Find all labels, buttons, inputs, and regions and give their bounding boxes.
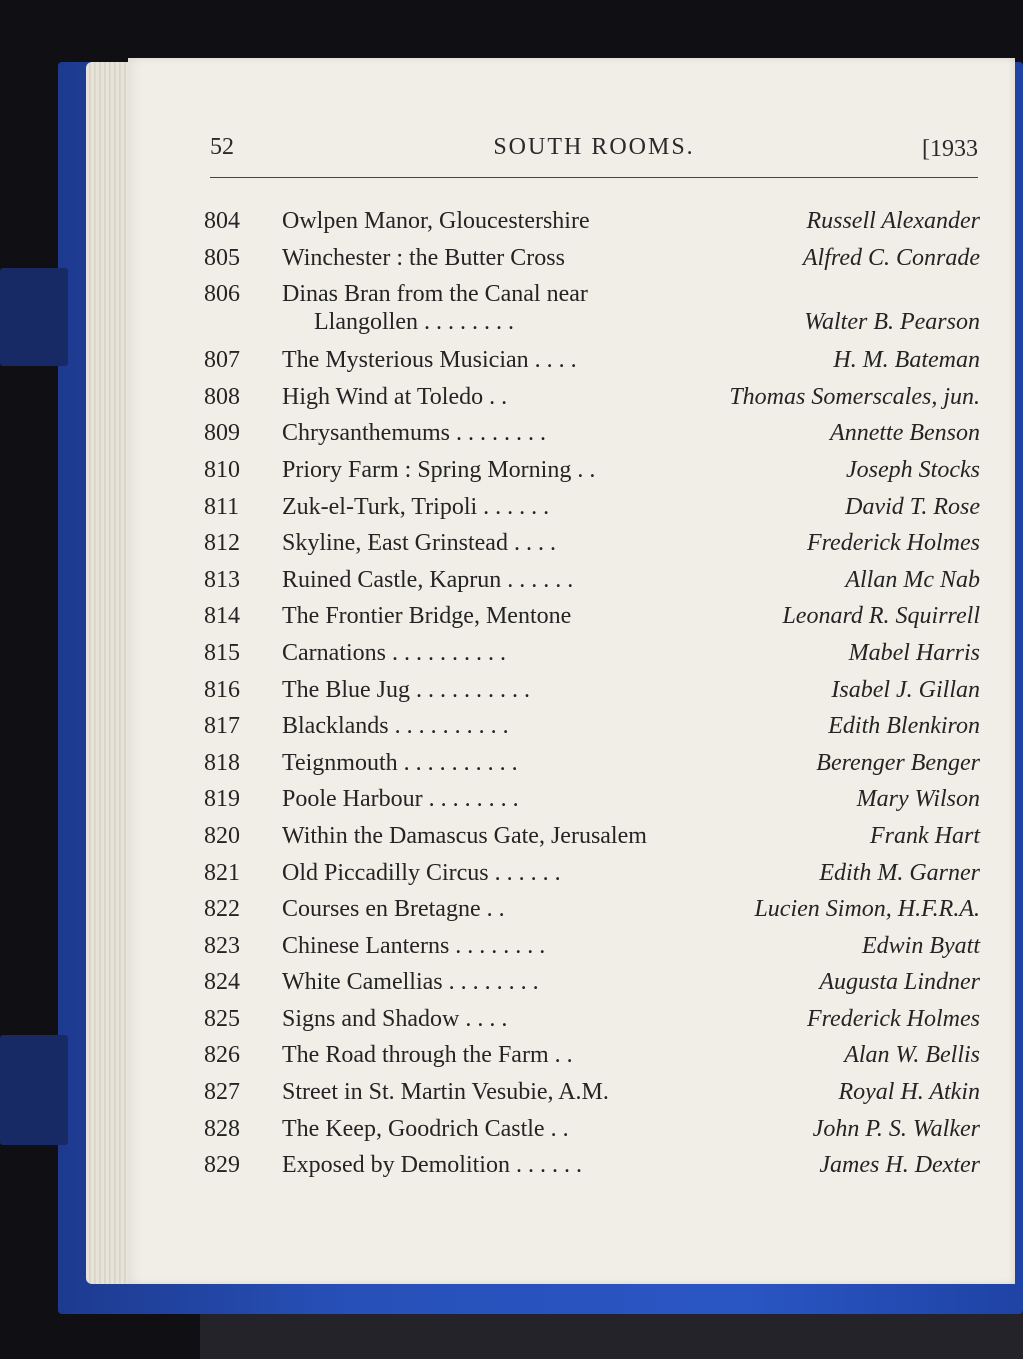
catalogue-entry bbox=[204, 276, 980, 342]
entry-number: 805 bbox=[204, 244, 240, 271]
entry-title: Ruined Castle, Kaprun . . . . . . bbox=[282, 566, 574, 593]
entry-artist: Mabel Harris bbox=[848, 639, 980, 666]
catalogue-entry bbox=[204, 1111, 980, 1148]
entry-artist: Berenger Benger bbox=[816, 749, 980, 776]
entry-title: Teignmouth . . . . . . . . . . bbox=[282, 749, 518, 776]
entry-number: 807 bbox=[204, 347, 240, 374]
catalogue-entry bbox=[204, 708, 980, 745]
entry-artist: Alan W. Bellis bbox=[844, 1042, 980, 1069]
entry-artist: Frederick Holmes bbox=[806, 1005, 980, 1032]
catalogue-entry bbox=[204, 891, 980, 928]
entry-artist: Annette Benson bbox=[830, 420, 980, 447]
entry-artist: Augusta Lindner bbox=[819, 969, 980, 996]
bookmark-ribbon-top bbox=[0, 268, 68, 366]
entry-number: 809 bbox=[204, 420, 240, 447]
entry-artist: John P. S. Walker bbox=[812, 1115, 980, 1142]
entry-title: The Road through the Farm . . bbox=[282, 1042, 573, 1069]
entry-title: Street in St. Martin Vesubie, A.M. bbox=[282, 1079, 609, 1106]
entry-title: Poole Harbour . . . . . . . . bbox=[282, 786, 519, 813]
catalogue-entry bbox=[204, 745, 980, 782]
entry-artist: Leonard R. Squirrell bbox=[782, 603, 980, 630]
bookmark-ribbon-bottom bbox=[0, 1035, 68, 1145]
catalogue-entry bbox=[204, 379, 980, 416]
entry-number: 814 bbox=[204, 603, 240, 630]
entry-number: 827 bbox=[204, 1079, 240, 1106]
entry-number: 812 bbox=[204, 530, 240, 557]
page-header bbox=[210, 134, 978, 174]
catalogue-entry bbox=[204, 203, 980, 240]
background-surface bbox=[200, 1312, 1023, 1359]
entry-number: 806 bbox=[204, 281, 240, 308]
catalogue-entry bbox=[204, 928, 980, 965]
entry-title: Signs and Shadow . . . . bbox=[282, 1005, 508, 1032]
catalogue-entry bbox=[204, 1074, 980, 1111]
entry-artist: James H. Dexter bbox=[819, 1152, 980, 1179]
entry-number: 813 bbox=[204, 566, 240, 593]
entry-artist: Edith M. Garner bbox=[819, 859, 980, 886]
catalogue-entry bbox=[204, 672, 980, 709]
catalogue-entry bbox=[204, 415, 980, 452]
entry-artist: H. M. Bateman bbox=[833, 347, 980, 374]
entry-artist: Allan Mc Nab bbox=[845, 566, 980, 593]
entry-title: Chrysanthemums . . . . . . . . bbox=[282, 420, 546, 447]
entry-title: The Mysterious Musician . . . . bbox=[282, 347, 577, 374]
entry-number: 804 bbox=[204, 208, 240, 234]
entry-title: Zuk-el-Turk, Tripoli . . . . . . bbox=[282, 493, 550, 520]
entry-artist: Russell Alexander bbox=[806, 208, 980, 234]
entry-number: 818 bbox=[204, 749, 240, 776]
entry-title: Courses en Bretagne . . bbox=[282, 896, 505, 923]
entry-title: The Keep, Goodrich Castle . . bbox=[282, 1115, 569, 1142]
entry-title: Carnations . . . . . . . . . . bbox=[282, 639, 506, 666]
entry-title: The Frontier Bridge, Mentone bbox=[282, 603, 572, 630]
entry-artist: Isabel J. Gillan bbox=[831, 676, 980, 703]
catalogue-entry bbox=[204, 598, 980, 635]
entry-artist: Walter B. Pearson bbox=[804, 309, 980, 336]
catalogue-list bbox=[204, 203, 980, 1184]
entry-artist: Alfred C. Conrade bbox=[802, 244, 980, 271]
entry-number: 824 bbox=[204, 969, 240, 996]
entry-title: Dinas Bran from the Canal near bbox=[282, 281, 588, 308]
entry-number: 817 bbox=[204, 713, 240, 740]
entry-number: 822 bbox=[204, 896, 240, 923]
entry-number: 829 bbox=[204, 1152, 240, 1179]
catalogue-entry bbox=[204, 1001, 980, 1038]
entry-artist: Thomas Somerscales, jun. bbox=[729, 383, 980, 410]
entry-artist: Edwin Byatt bbox=[862, 932, 980, 959]
entry-title: High Wind at Toledo . . bbox=[282, 383, 508, 410]
entry-artist: Royal H. Atkin bbox=[838, 1079, 980, 1106]
page-number: 52 bbox=[210, 134, 234, 160]
catalogue-entry bbox=[204, 240, 980, 277]
entry-title: Chinese Lanterns . . . . . . . . bbox=[282, 932, 546, 959]
entry-number: 810 bbox=[204, 456, 240, 483]
entry-artist: Edith Blenkiron bbox=[828, 713, 980, 740]
catalogue-entry bbox=[204, 342, 980, 379]
entry-number: 828 bbox=[204, 1115, 240, 1142]
running-head: SOUTH ROOMS. bbox=[493, 134, 695, 160]
entry-artist: Mary Wilson bbox=[856, 786, 980, 813]
header-rule bbox=[210, 177, 978, 178]
entry-title: Exposed by Demolition . . . . . . bbox=[282, 1152, 582, 1179]
catalogue-entry bbox=[204, 1037, 980, 1074]
catalogue-entry bbox=[204, 562, 980, 599]
catalogue-entry bbox=[204, 1147, 980, 1184]
catalogue-entry bbox=[204, 818, 980, 855]
entry-number: 808 bbox=[204, 383, 240, 410]
catalogue-entry bbox=[204, 525, 980, 562]
entry-artist: Joseph Stocks bbox=[846, 456, 980, 483]
entry-title: Old Piccadilly Circus . . . . . . bbox=[282, 859, 561, 886]
catalogue-entry bbox=[204, 855, 980, 892]
entry-artist: David T. Rose bbox=[845, 493, 980, 520]
entry-number: 826 bbox=[204, 1042, 240, 1069]
entry-artist: Frederick Holmes bbox=[806, 530, 980, 557]
catalogue-entry bbox=[204, 781, 980, 818]
catalogue-entry bbox=[204, 964, 980, 1001]
entry-number: 811 bbox=[204, 493, 240, 520]
entry-title: Blacklands . . . . . . . . . . bbox=[282, 713, 509, 740]
entry-title: Skyline, East Grinstead . . . . bbox=[282, 530, 556, 557]
entry-title: Winchester : the Butter Cross bbox=[282, 244, 565, 271]
entry-title: The Blue Jug . . . . . . . . . . bbox=[282, 676, 530, 703]
entry-number: 815 bbox=[204, 639, 240, 666]
catalogue-entry bbox=[204, 489, 980, 526]
entry-title: Within the Damascus Gate, Jerusalem bbox=[282, 822, 647, 849]
entry-title: Priory Farm : Spring Morning . . bbox=[282, 456, 596, 483]
entry-number: 821 bbox=[204, 859, 240, 886]
entry-artist: Frank Hart bbox=[870, 822, 980, 849]
entry-title: White Camellias . . . . . . . . bbox=[282, 969, 539, 996]
entry-number: 825 bbox=[204, 1005, 240, 1032]
catalogue-entry bbox=[204, 452, 980, 489]
entry-title-continuation: Llangollen . . . . . . . . bbox=[314, 309, 514, 336]
catalogue-entry bbox=[204, 635, 980, 672]
entry-number: 820 bbox=[204, 822, 240, 849]
entry-title: Owlpen Manor, Gloucestershire bbox=[282, 208, 590, 234]
entry-number: 819 bbox=[204, 786, 240, 813]
entry-artist: Lucien Simon, H.F.R.A. bbox=[754, 896, 980, 923]
entry-number: 816 bbox=[204, 676, 240, 703]
year-reference: [1933 bbox=[922, 136, 978, 162]
entry-number: 823 bbox=[204, 932, 240, 959]
